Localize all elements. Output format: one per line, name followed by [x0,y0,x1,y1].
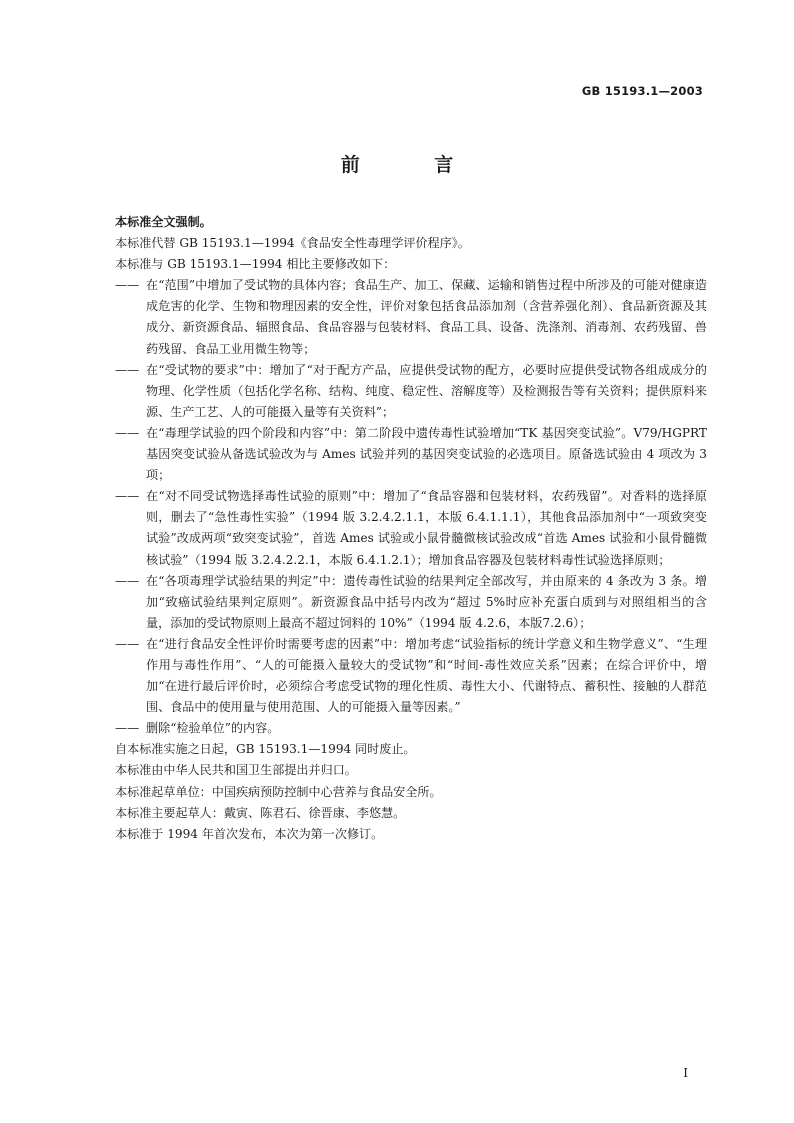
changes-intro: 本标准与 GB 15193.1—1994 相比主要修改如下： [115,257,396,272]
foreword-body [115,212,707,845]
change-text: 在“受试物的要求”中：增加了“对于配方产品，应提供受试物的配方，必要时应提供受试物各组成成分的物理、化学性质（包括化学名称、结构、纯度、稳定性、溶解度等）及检测报告等有关资料；提供原料来源、生产工艺、人的可能摄入量等有关资料”； [146,362,707,419]
change-text: 在“各项毒理学试验结果的判定”中：遗传毒性试验的结果判定全部改写，并由原来的 4 条改为 3 条。增加“致癌试验结果判定原则”。新资源食品中括号内改为“超过 5%时应补充蛋白质到与对照组相当的含量，添加的受试物原则上最高不超过饲料的 10%”（1994 版 4.2.6，本版7.2.6）； [146,573,707,630]
change-item [115,486,707,570]
change-item [115,423,707,486]
dash-marker: —— [115,489,140,504]
change-item [115,360,707,423]
drafting-unit-statement: 本标准起草单位：中国疾病预防控制中心营养与食品安全所。 [115,784,442,799]
change-text: 在“进行食品安全性评价时需要考虑的因素”中：增加考虑“试验指标的统计学意义和生物学意义”、“生理作用与毒性作用”、“人的可能摄入量较大的受试物”和“时间-毒性效应关系”因素；在综合评价中，增加“在进行最后评价时，必须综合考虑受试物的理化性质、毒性大小、代谢特点、蓄积性、接触的人群范围、食品中的使用量与使用范围、人的可能摄入量等因素。” [146,636,707,715]
change-item [115,634,707,718]
change-text: 在“毒理学试验的四个阶段和内容”中：第二阶段中遗传毒性试验增加“TK 基因突变试验”。V79/HGPRT 基因突变试验从备选试验改为与 Ames 试验并列的基因突变试验的必选项目。原备选试验由 4 项改为 3 项； [146,425,707,483]
dash-marker: —— [115,721,140,736]
proposer-statement: 本标准由中华人民共和国卫生部提出并归口。 [115,763,357,778]
change-item [115,718,707,739]
change-item [115,275,707,359]
mandatory-statement: 本标准全文强制。 [115,215,212,229]
dash-marker: —— [115,425,140,440]
standard-code: GB 15193.1—2003 [581,84,703,98]
change-text: 在“范围”中增加了受试物的具体内容；食品生产、加工、保藏、运输和销售过程中所涉及的可能对健康造成危害的化学、生物和物理因素的安全性，评价对象包括食品添加剂（含营养强化剂）、食品新资源及其成分、新资源食品、辐照食品、食品容器与包装材料、食品工具、设备、洗涤剂、消毒剂、农药残留、兽药残留、食品工业用微生物等； [146,278,707,356]
revision-history-statement: 本标准于 1994 年首次发布，本次为第一次修订。 [115,826,384,841]
repeal-statement: 自本标准实施之日起，GB 15193.1—1994 同时废止。 [115,742,416,757]
page-title: 前 言 [340,154,488,176]
change-text: 删除“检验单位”的内容。 [146,721,280,736]
drafters-statement: 本标准主要起草人：戴寅、陈君石、徐晋康、李悠慧。 [115,805,406,820]
dash-marker: —— [115,573,140,588]
change-item [115,571,707,634]
dash-marker: —— [115,636,140,651]
page-number: I [683,1066,688,1080]
dash-marker: —— [115,278,140,293]
change-text: 在“对不同受试物选择毒性试验的原则”中：增加了“食品容器和包装材料，农药残留”。对香料的选择原则，删去了“急性毒性实验”（1994 版 3.2.4.2.1.1，本版 6.4.1.1.1），其他食品添加剂中“一项致突变试验”改成两项“致突变试验”，首选 Ames 试验或小鼠骨髓微核试验改成“首选 Ames 试验和小鼠骨髓微核试验”（1994 版 3.2.4.2.2.1，本版 6.4.1.2.1）；增加食品容器及包装材料毒性试验选择原则； [146,489,707,567]
dash-marker: —— [115,362,140,377]
replaces-statement: 本标准代替 GB 15193.1—1994《食品安全性毒理学评价程序》。 [115,236,470,251]
